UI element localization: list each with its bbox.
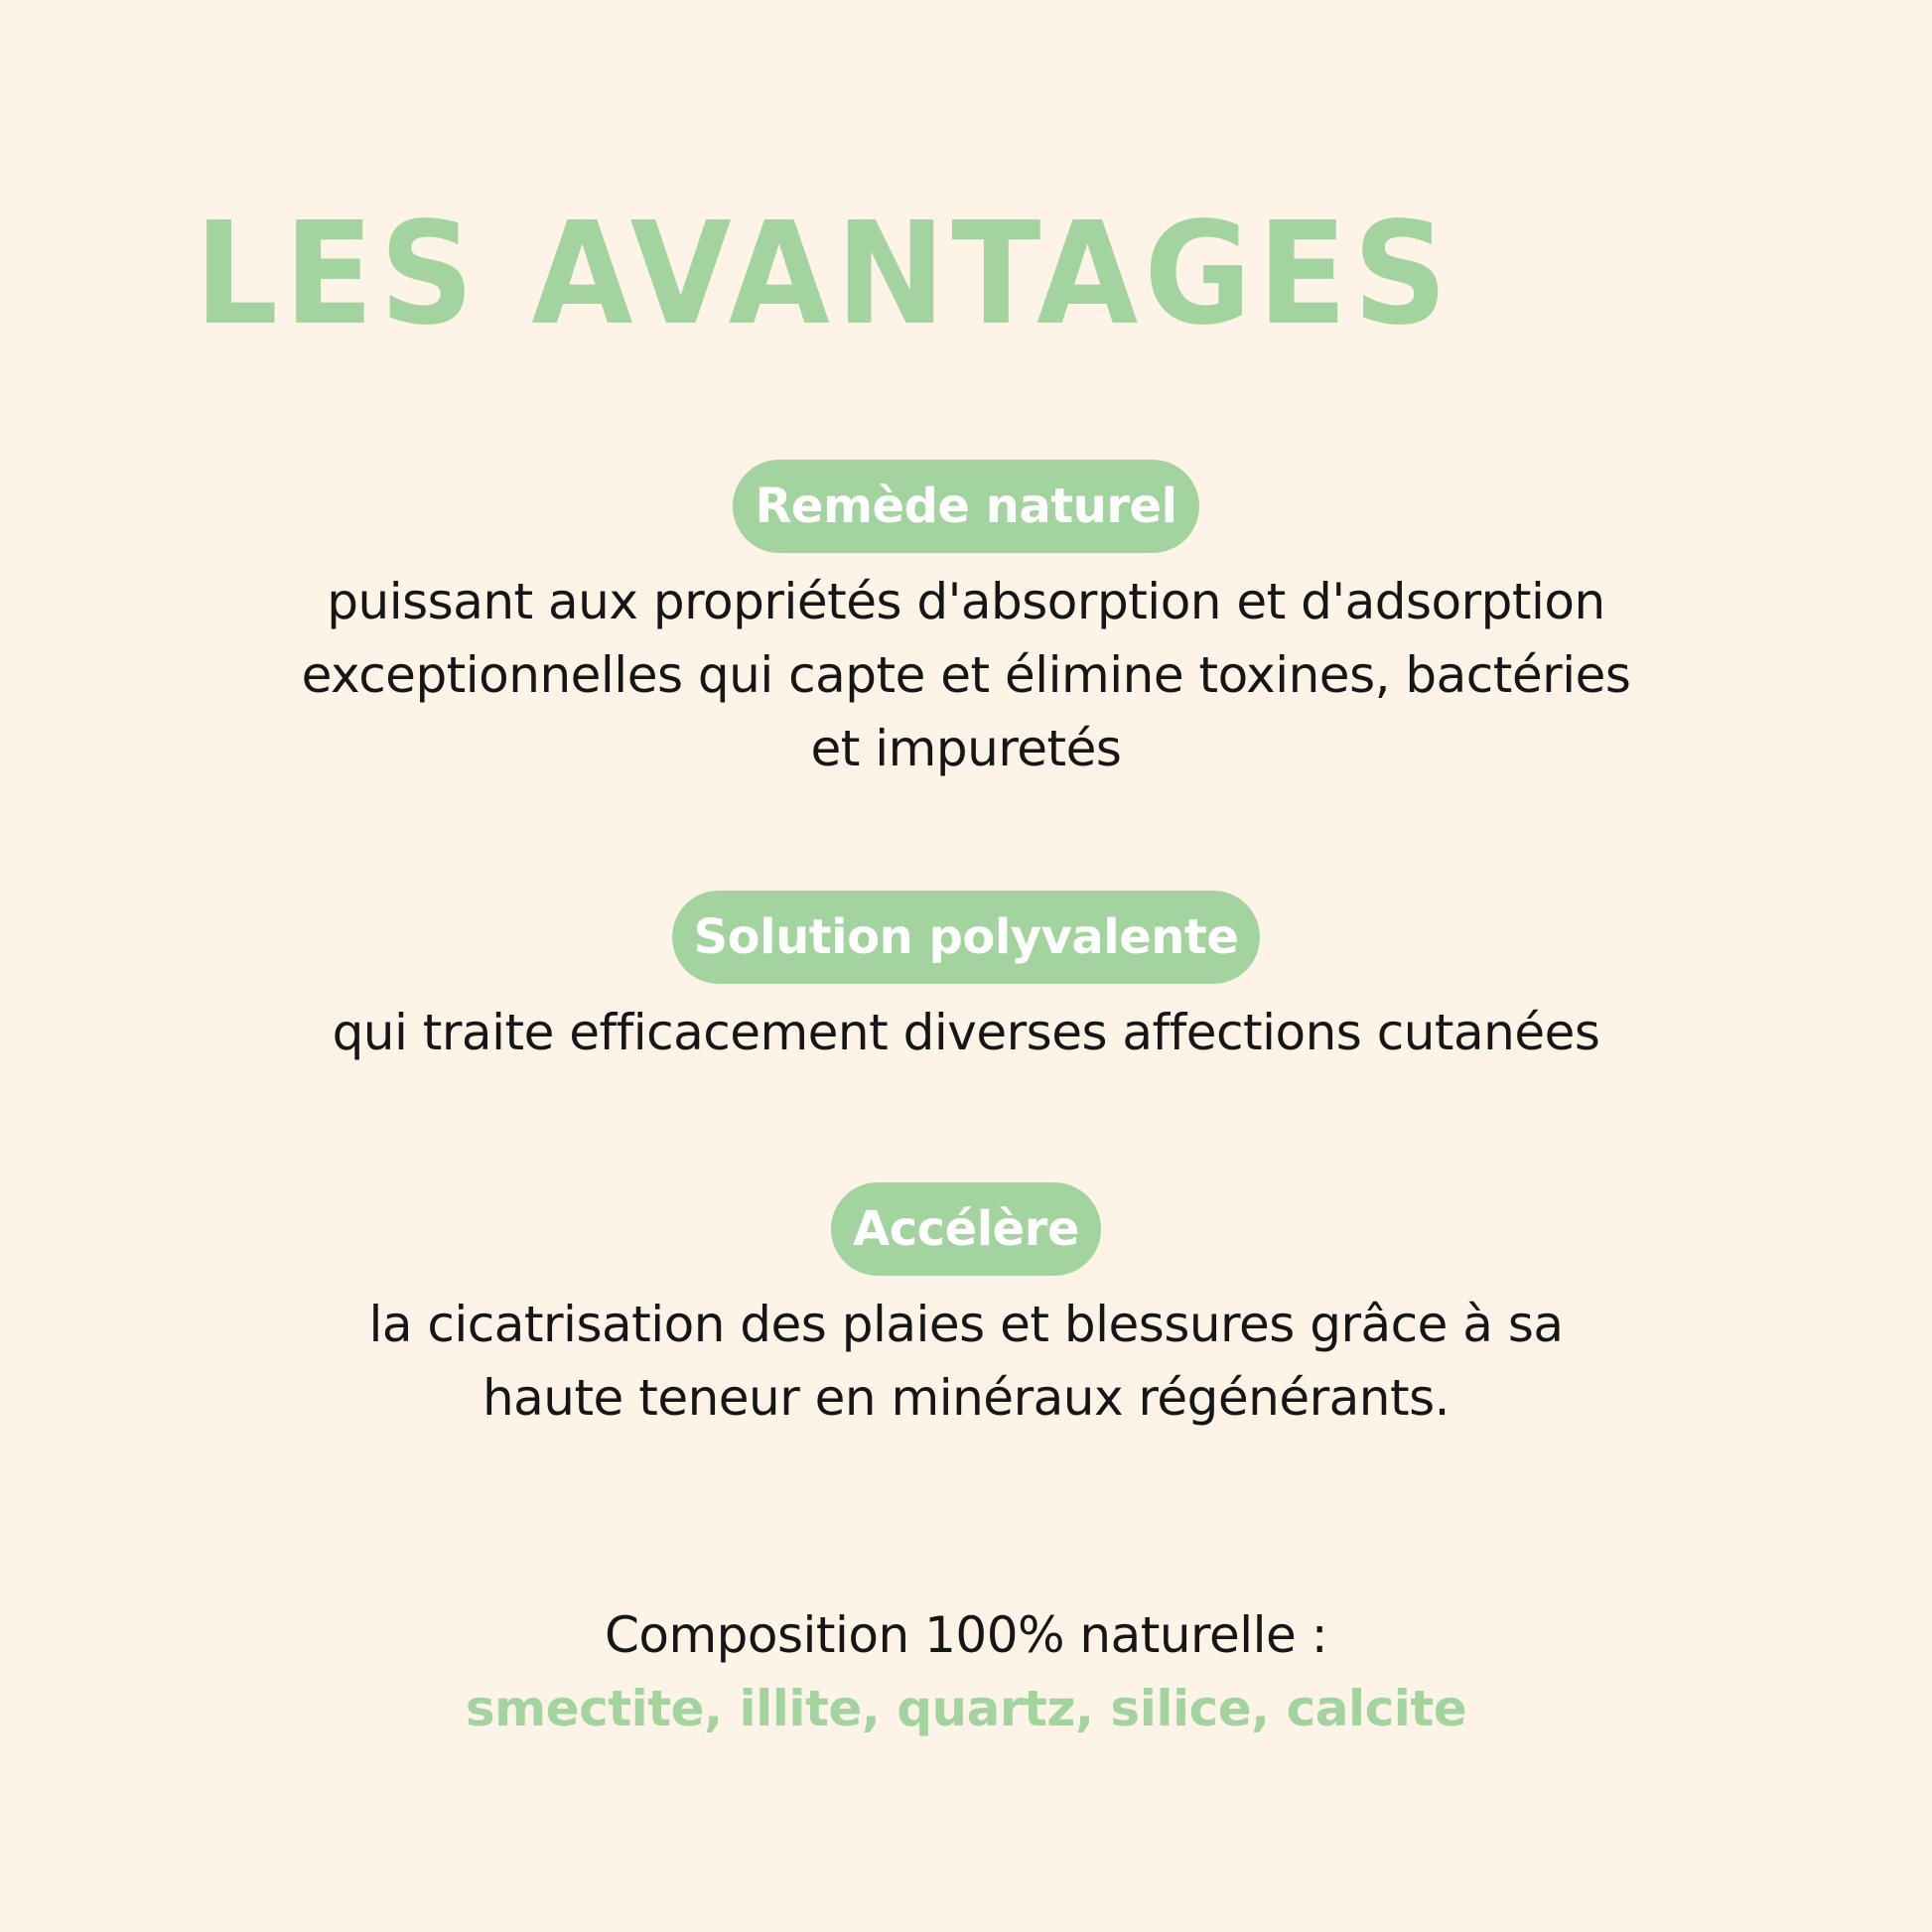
benefit-section-versatile-solution [0,891,1932,1069]
benefit-description [0,1288,1932,1435]
benefit-heading-badge: Solution polyvalente [672,891,1261,984]
composition-minerals: smectite, illite, quartz, silice, calcite [465,1680,1467,1737]
description-line: la cicatrisation des plaies et blessures grâce à sa [368,1296,1564,1353]
description-line: qui traite efficacement diverses affections cutanées [332,1004,1600,1061]
benefit-section-natural-remedy [0,460,1932,785]
description-line: et impuretés [810,720,1122,777]
composition-label: Composition 100% naturelle : [604,1606,1328,1664]
benefit-heading-badge: Remède naturel [733,460,1198,553]
benefit-section-accelerates [0,1182,1932,1435]
benefit-description [0,996,1932,1069]
page-title: LES AVANTAGES [195,192,1453,357]
benefit-heading-badge: Accélère [831,1182,1101,1276]
benefit-description [0,565,1932,785]
description-line: exceptionnelles qui capte et élimine toxines, bactéries [301,646,1631,704]
composition-block [0,1598,1932,1745]
description-line: puissant aux propriétés d'absorption et d'adsorption [327,573,1605,630]
description-line: haute teneur en minéraux régénérants. [482,1369,1450,1427]
